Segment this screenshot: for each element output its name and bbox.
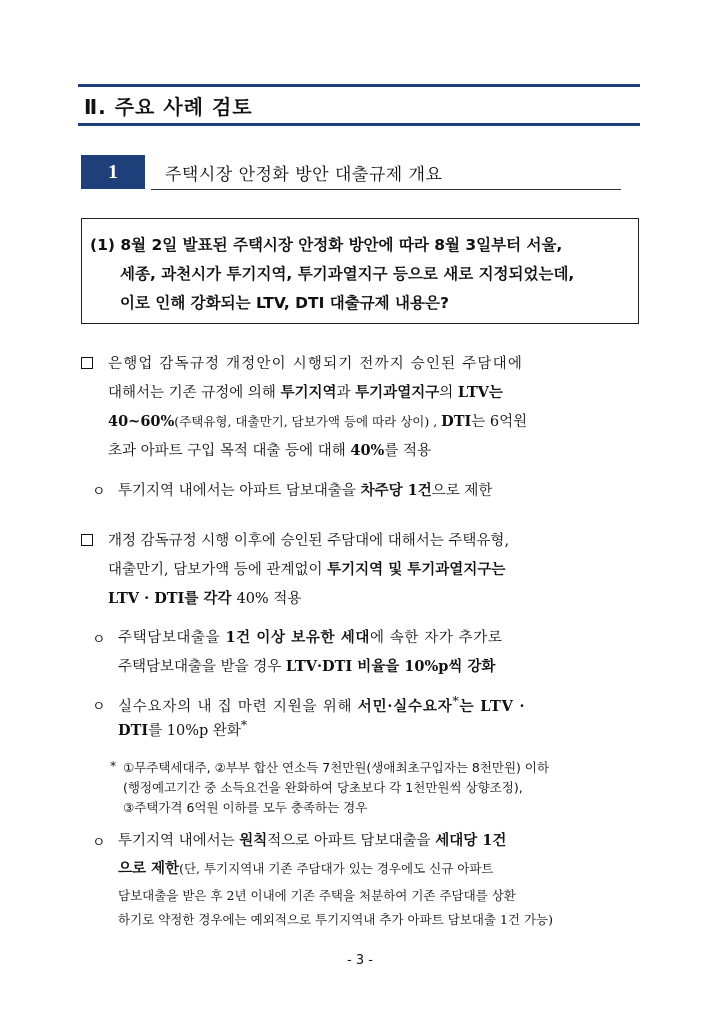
block1-line-1: 은행업 감독규정 개정안이 시행되기 전까지 승인된 주담대에 xyxy=(108,356,524,372)
block1-line-4 xyxy=(108,439,431,460)
bullet2-line-1 xyxy=(118,626,502,647)
block1-line-2 xyxy=(108,381,503,402)
text-span: 의 xyxy=(439,385,458,401)
text-span: (단, 투기지역내 기존 주담대가 있는 경우에도 신규 아파트 xyxy=(179,861,494,876)
text-span: 서민·실수요자 xyxy=(357,697,453,715)
bullet4-line-3: 담보대출을 받은 후 2년 이내에 기존 주택을 처분하여 기존 주담대를 상환 xyxy=(118,888,516,903)
bullet4-line-1 xyxy=(118,829,506,850)
subsection-number-box xyxy=(81,155,145,189)
text-span: 40~60% xyxy=(108,413,175,430)
text-span: 대출만기, 담보가액 등에 관계없이 xyxy=(108,562,328,578)
text-span: 주택담보대출을 받을 경우 xyxy=(118,659,286,675)
text-span: LTV · xyxy=(480,697,526,715)
text-span: 투기지역 및 투기과열지구는 xyxy=(327,561,506,578)
text-span: 투기지역 내에서는 아파트 담보대출을 xyxy=(118,483,361,499)
bullet4-line-2 xyxy=(118,857,493,878)
footnote-line-1: ①무주택세대주, ②부부 합산 연소득 7천만원(생애최초구입자는 8천만원) 이하 xyxy=(123,760,550,775)
circle-bullet-icon: ㅇ xyxy=(92,835,106,851)
subsection-header xyxy=(81,155,621,191)
square-bullet-icon xyxy=(81,534,93,546)
section-header xyxy=(78,84,640,126)
subsection-underline xyxy=(151,189,621,190)
subsection-number: 1 xyxy=(108,160,118,183)
text-span: 주택담보대출을 xyxy=(118,630,226,646)
text-span: LTV는 xyxy=(457,384,503,401)
text-span: (주택유형, 대출만기, 담보가액 등에 따라 상이) , xyxy=(174,414,442,429)
text-span: 적용 xyxy=(268,591,302,607)
text-span: 차주당 1건 xyxy=(360,482,432,499)
text-span: 40% xyxy=(350,442,385,459)
square-bullet-icon xyxy=(81,357,93,369)
text-span: 과 xyxy=(336,385,356,401)
text-span: 실수요자의 내 집 마련 지원을 위해 xyxy=(118,698,358,715)
question-line-1: (1) 8월 2일 발표된 주택시장 안정화 방안에 따라 8월 3일부터 서울, xyxy=(90,236,563,254)
text-span: 투기지역 내에서는 xyxy=(118,833,240,849)
bullet1-line xyxy=(118,479,492,500)
text-span: LTV · DTI xyxy=(108,590,185,607)
text-span: 투기지역 xyxy=(280,384,337,401)
circle-bullet-icon: ㅇ xyxy=(92,484,106,500)
bullet3-line-1 xyxy=(118,693,525,716)
text-span: DTI xyxy=(441,413,472,430)
footnote-line-2: (행정예고기간 중 소득요건을 완화하여 당초보다 각 1천만원씩 상향조정), xyxy=(123,780,523,795)
footnote-line-3: ③주택가격 6억원 이하를 모두 충족하는 경우 xyxy=(123,800,368,815)
footnote-marker: * xyxy=(240,717,248,732)
text-span: 투기과열지구 xyxy=(355,384,440,401)
question-line-3: 이로 인해 강화되는 LTV, DTI 대출규제 내용은? xyxy=(120,294,449,312)
text-span: 원칙 xyxy=(239,832,268,849)
block2-line-2 xyxy=(108,558,505,579)
text-span: 에 속한 자가 추가로 xyxy=(369,630,503,646)
text-span: 는 xyxy=(459,697,481,715)
text-span: 를 각각 xyxy=(184,590,237,607)
block1-line-3 xyxy=(108,410,527,431)
text-span: 는 6억원 xyxy=(471,414,528,430)
header-bottom-rule xyxy=(78,123,640,126)
text-span: 세대당 1건 xyxy=(435,832,507,849)
text-span: 를 10%p 완화 xyxy=(148,722,241,739)
text-span: DTI xyxy=(118,721,149,739)
circle-bullet-icon: ㅇ xyxy=(92,632,106,648)
footnote-star: * xyxy=(110,758,117,773)
question-box xyxy=(81,218,639,324)
header-top-rule xyxy=(78,84,640,87)
text-span: 40% xyxy=(236,591,269,607)
text-span: 으로 제한 xyxy=(118,860,180,877)
question-line-2: 세종, 과천시가 투기지역, 투기과열지구 등으로 새로 지정되었는데, xyxy=(120,265,575,283)
page-number: - 3 - xyxy=(347,953,373,968)
block2-line-3 xyxy=(108,587,301,608)
section-title: Ⅱ. 주요 사례 검토 xyxy=(84,95,253,119)
bullet3-line-2 xyxy=(118,717,247,740)
footnote-marker: * xyxy=(452,693,460,708)
text-span: 를 적용 xyxy=(384,443,431,459)
text-span: 적으로 아파트 담보대출을 xyxy=(267,833,436,849)
text-span: 으로 제한 xyxy=(431,483,493,499)
subsection-title: 주택시장 안정화 방안 대출규제 개요 xyxy=(165,165,443,185)
text-span: 1건 이상 보유한 세대 xyxy=(225,629,370,646)
circle-bullet-icon: ㅇ xyxy=(92,699,106,715)
text-span: LTV·DTI 비율을 10%p씩 강화 xyxy=(285,658,496,675)
bullet2-line-2 xyxy=(118,655,495,676)
bullet4-line-4: 하기로 약정한 경우에는 예외적으로 투기지역내 추가 아파트 담보대출 1건 가능) xyxy=(118,912,553,927)
block2-line-1: 개정 감독규정 시행 이후에 승인된 주담대에 대해서는 주택유형, xyxy=(108,533,510,549)
text-span: 초과 아파트 구입 목적 대출 등에 대해 xyxy=(108,443,351,459)
text-span: 대해서는 기존 규정에 의해 xyxy=(108,385,281,401)
